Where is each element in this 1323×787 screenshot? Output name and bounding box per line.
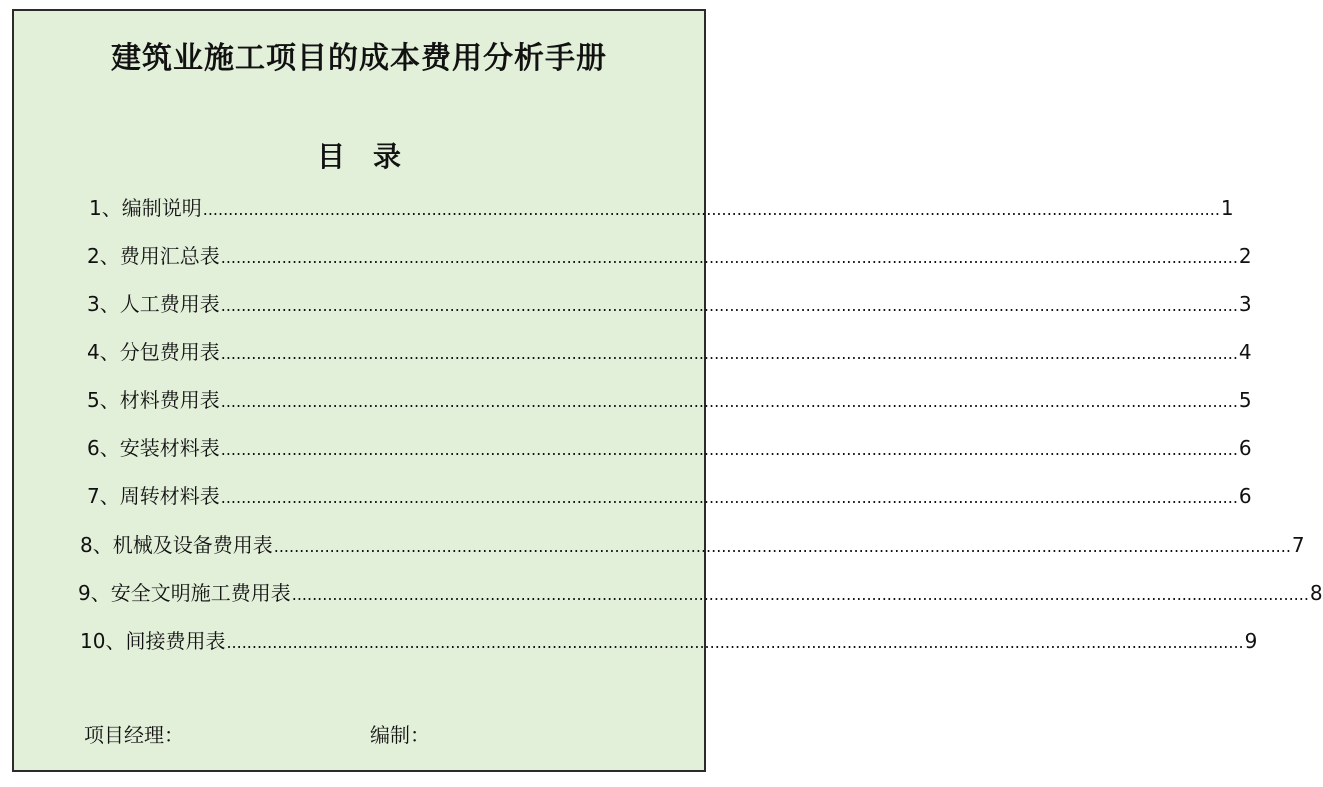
toc-leader-dots: ........................................................................................................................................................................................................ bbox=[273, 537, 1291, 556]
toc-entry bbox=[89, 194, 1234, 222]
toc-leader-dots: ........................................................................................................................................................................................................ bbox=[226, 633, 1244, 652]
toc-leader-dots: ........................................................................................................................................................................................................ bbox=[220, 488, 1238, 507]
toc-entry-label: 7、周转材料表 bbox=[87, 484, 220, 508]
toc-entry bbox=[87, 290, 1252, 318]
toc-leader-dots: ........................................................................................................................................................................................................ bbox=[291, 585, 1309, 604]
toc-leader-dots: ........................................................................................................................................................................................................ bbox=[220, 296, 1238, 315]
toc-entry-page-number: 6 bbox=[1238, 436, 1252, 460]
editor-label: 编制： bbox=[370, 723, 430, 747]
toc-entry-label: 10、间接费用表 bbox=[80, 629, 226, 653]
toc-entry-page-number: 7 bbox=[1291, 533, 1305, 557]
toc-entry bbox=[87, 242, 1252, 270]
toc-entry bbox=[78, 579, 1323, 607]
toc-entry-label: 8、机械及设备费用表 bbox=[80, 533, 273, 557]
project-manager-label: 项目经理： bbox=[84, 723, 184, 747]
toc-entry-label: 5、材料费用表 bbox=[87, 388, 220, 412]
toc-entry-page-number: 5 bbox=[1238, 388, 1252, 412]
document-page bbox=[12, 9, 1323, 772]
toc-entry bbox=[80, 531, 1305, 559]
toc-entry bbox=[87, 386, 1252, 414]
toc-entry-page-number: 6 bbox=[1238, 484, 1252, 508]
toc-entry-label: 1、编制说明 bbox=[89, 196, 202, 220]
toc-entry-label: 6、安装材料表 bbox=[87, 436, 220, 460]
toc-leader-dots: ........................................................................................................................................................................................................ bbox=[220, 248, 1238, 267]
toc-entry-label: 9、安全文明施工费用表 bbox=[78, 581, 291, 605]
toc-entry-label: 2、费用汇总表 bbox=[87, 244, 220, 268]
toc-leader-dots: ........................................................................................................................................................................................................ bbox=[220, 392, 1238, 411]
toc-entry-page-number: 9 bbox=[1244, 629, 1258, 653]
toc-entry-page-number: 1 bbox=[1220, 196, 1234, 220]
toc-entry bbox=[87, 434, 1252, 462]
toc-entry bbox=[87, 338, 1252, 366]
toc-heading: 目录 bbox=[316, 140, 429, 173]
document-title: 建筑业施工项目的成本费用分析手册 bbox=[111, 41, 607, 76]
toc-entry-label: 4、分包费用表 bbox=[87, 340, 220, 364]
toc-entry bbox=[80, 627, 1258, 655]
toc-entry-page-number: 4 bbox=[1238, 340, 1252, 364]
toc-entry-page-number: 2 bbox=[1238, 244, 1252, 268]
toc-entry bbox=[87, 482, 1252, 510]
toc-entry-page-number: 3 bbox=[1238, 292, 1252, 316]
toc-leader-dots: ........................................................................................................................................................................................................ bbox=[220, 440, 1238, 459]
toc-leader-dots: ........................................................................................................................................................................................................ bbox=[220, 344, 1238, 363]
toc-entry-page-number: 8 bbox=[1309, 581, 1323, 605]
toc-leader-dots: ........................................................................................................................................................................................................ bbox=[202, 200, 1220, 219]
toc-entry-label: 3、人工费用表 bbox=[87, 292, 220, 316]
